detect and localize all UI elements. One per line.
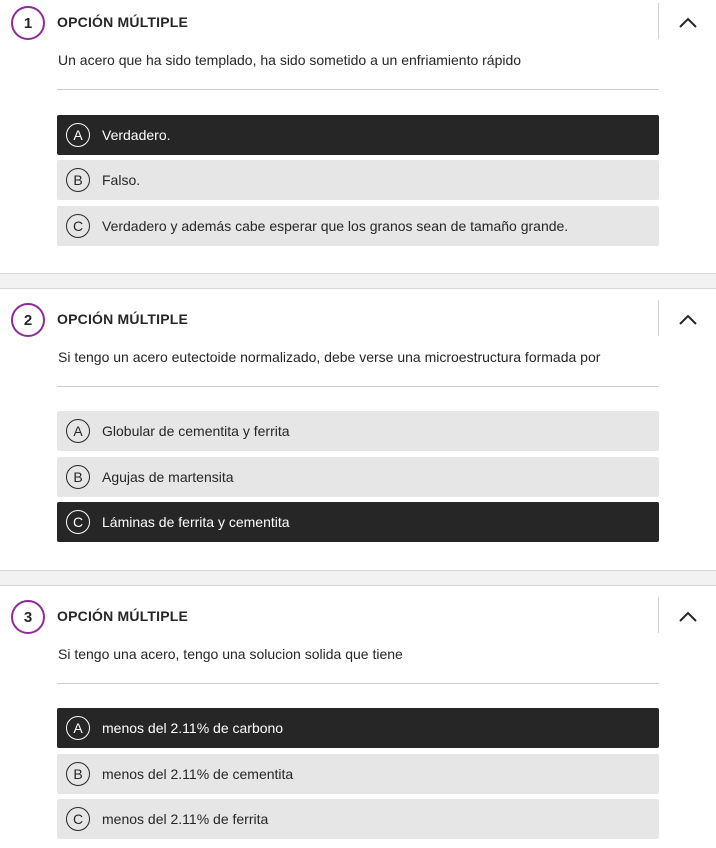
question-prompt: Si tengo un acero eutectoide normalizado, debe verse una microestructura formada por bbox=[58, 349, 601, 365]
collapse-button[interactable] bbox=[676, 11, 700, 35]
option-text: Agujas de martensita bbox=[102, 469, 234, 485]
question-type-label: OPCIÓN MÚLTIPLE bbox=[57, 311, 189, 327]
question-prompt: Un acero que ha sido templado, ha sido sometido a un enfriamiento rápido bbox=[58, 52, 522, 68]
divider bbox=[658, 300, 659, 336]
option-text: Falso. bbox=[102, 172, 141, 188]
divider bbox=[57, 386, 659, 387]
option-letter: A bbox=[66, 716, 90, 740]
option-text: menos del 2.11% de ferrita bbox=[102, 811, 269, 827]
option-text: Globular de cementita y ferrita bbox=[102, 423, 290, 439]
option-c[interactable] bbox=[57, 502, 659, 542]
question-number-badge: 3 bbox=[11, 600, 45, 634]
divider bbox=[658, 597, 659, 633]
option-letter: C bbox=[66, 807, 90, 831]
option-a[interactable] bbox=[57, 115, 659, 155]
chevron-up-icon bbox=[676, 605, 700, 629]
option-letter: B bbox=[66, 168, 90, 192]
option-letter: A bbox=[66, 419, 90, 443]
option-text: menos del 2.11% de carbono bbox=[102, 720, 284, 736]
question-number-badge: 2 bbox=[11, 303, 45, 337]
section-separator bbox=[0, 570, 716, 586]
chevron-up-icon bbox=[676, 11, 700, 35]
divider bbox=[57, 89, 659, 90]
option-b[interactable] bbox=[57, 457, 659, 497]
question-type-label: OPCIÓN MÚLTIPLE bbox=[57, 14, 189, 30]
question-prompt: Si tengo una acero, tengo una solucion solida que tiene bbox=[58, 646, 403, 662]
divider bbox=[57, 683, 659, 684]
option-a[interactable] bbox=[57, 708, 659, 748]
collapse-button[interactable] bbox=[676, 308, 700, 332]
chevron-up-icon bbox=[676, 308, 700, 332]
section-separator bbox=[0, 273, 716, 289]
option-text: Verdadero. bbox=[102, 127, 171, 143]
option-letter: C bbox=[66, 214, 90, 238]
divider bbox=[658, 3, 659, 39]
collapse-button[interactable] bbox=[676, 605, 700, 629]
option-letter: C bbox=[66, 510, 90, 534]
option-letter: B bbox=[66, 465, 90, 489]
option-c[interactable] bbox=[57, 206, 659, 246]
option-a[interactable] bbox=[57, 411, 659, 451]
question-number-badge: 1 bbox=[11, 6, 45, 40]
question-type-label: OPCIÓN MÚLTIPLE bbox=[57, 608, 189, 624]
option-text: Verdadero y además cabe esperar que los granos sean de tamaño grande. bbox=[102, 218, 569, 234]
option-letter: A bbox=[66, 123, 90, 147]
option-b[interactable] bbox=[57, 160, 659, 200]
option-letter: B bbox=[66, 762, 90, 786]
option-text: menos del 2.11% de cementita bbox=[102, 766, 294, 782]
option-b[interactable] bbox=[57, 754, 659, 794]
option-text: Láminas de ferrita y cementita bbox=[102, 514, 290, 530]
option-c[interactable] bbox=[57, 799, 659, 839]
